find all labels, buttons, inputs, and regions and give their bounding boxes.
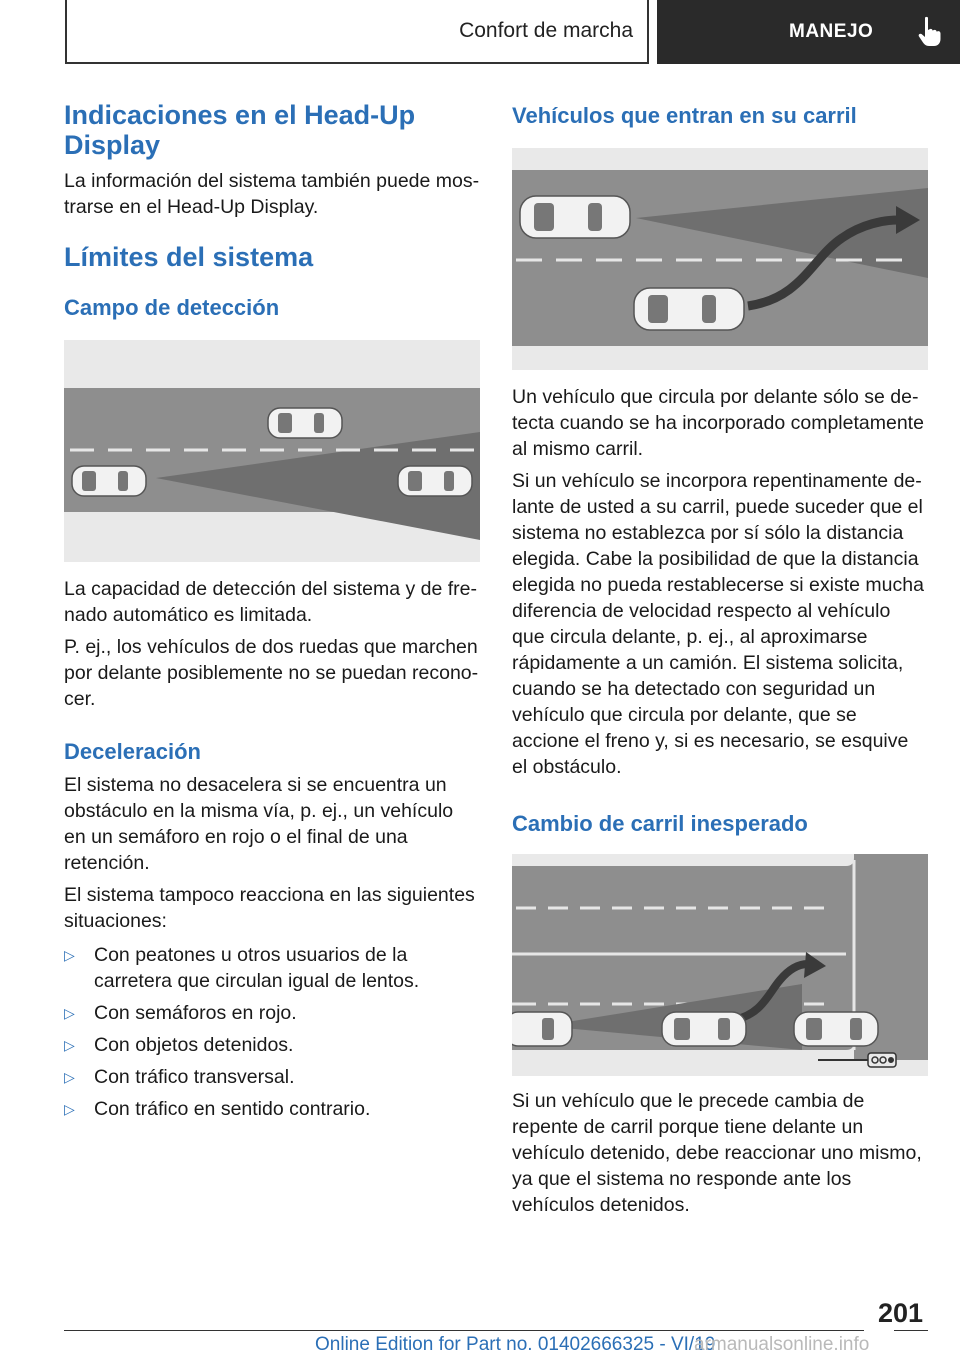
car-ahead-icon — [662, 1012, 746, 1046]
left-column — [64, 100, 480, 1128]
lane-change-heading: Cambio de carril inesperado — [512, 811, 808, 836]
triangle-bullet-icon: ▷ — [64, 1037, 75, 1053]
page-number: 201 — [878, 1298, 924, 1328]
footer-divider — [64, 1330, 864, 1331]
triangle-bullet-icon: ▷ — [64, 1101, 75, 1117]
pointing-hand-icon — [917, 16, 943, 54]
triangle-bullet-icon: ▷ — [64, 1069, 75, 1085]
own-car-icon — [72, 466, 146, 496]
detection-paragraph-2: P. ej., los vehículos de dos ruedas que marchen por delante posiblemente no se puedan reconocer. — [64, 636, 479, 710]
edition-note: Online Edition for Part no. 01402666325 - VI/19 — [315, 1334, 716, 1355]
triangle-bullet-icon: ▷ — [64, 947, 75, 963]
chapter-title: MANEJO — [789, 21, 874, 42]
lane-change-paragraph: Si un vehículo que le precede cambia de repente de carril porque tiene delante un vehículo detenido, debe reaccionar uno mismo, ya que el sistema no responde ante los vehículos detenidos. — [512, 1090, 922, 1216]
car-ahead-icon — [268, 408, 342, 438]
merging-car-icon — [634, 288, 744, 330]
entering-paragraph-2: Si un vehículo se incorpora repentinamente delante de usted a su carril, puede suceder que el sistema no establezca por sí sólo la distancia elegida. Cabe la posibilidad de que la distancia elegida no pueda restablecerse si existe mucha diferencia de velocidad respecto al vehículo que circula delante, p. ej., al aproximarse rápidamente a un camión. El sistema solicita, cuando se ha detectado con seguridad un vehículo que circula por delante, que se accione el freno y, si es necesario, se esquive el obstáculo. — [512, 470, 924, 778]
section-tab — [65, 0, 649, 64]
deceleration-heading: Deceleración — [64, 739, 201, 764]
stopped-car-icon — [794, 1012, 878, 1046]
detection-heading: Campo de detección — [64, 295, 280, 320]
own-car-icon — [520, 196, 630, 238]
entering-vehicles-heading: Vehículos que entran en su carril — [512, 103, 857, 128]
entering-paragraph-1: Un vehículo que circula por delante sólo se detecta cuando se ha incorporado completamente al mismo carril. — [512, 386, 924, 460]
car-in-lane-icon — [398, 466, 472, 496]
own-car-icon — [512, 1012, 572, 1046]
detection-paragraph-1: La capacidad de detección del sistema y de frenado automático es limitada. — [64, 578, 478, 626]
detection-field-figure — [64, 340, 480, 562]
deceleration-paragraph-2: El sistema tampoco reacciona en las siguientes situaciones: — [64, 884, 475, 932]
right-column — [512, 100, 928, 1218]
watermark: armanualsonline.info — [694, 1334, 870, 1355]
list-item: ▷ Con tráfico transversal. — [64, 1066, 295, 1088]
limits-heading: Límites del sistema — [64, 242, 314, 272]
footer-divider-right — [894, 1330, 928, 1331]
entering-vehicles-figure — [512, 148, 928, 370]
list-item: ▷ Con peatones u otros usuarios de la carretera que circulan igual de lentos. — [64, 944, 420, 992]
section-title: Confort de marcha — [459, 19, 633, 42]
list-item: ▷ Con tráfico en sentido contrario. — [64, 1098, 371, 1120]
list-item: ▷ Con semáforos en rojo. — [64, 1002, 297, 1024]
deceleration-paragraph-1: El sistema no desacelera si se encuentra un obstáculo en la misma vía, p. ej., un vehículo en un semáforo en rojo o el final de una retención. — [64, 774, 454, 874]
situations-list — [64, 942, 480, 1122]
lane-change-figure — [512, 854, 928, 1076]
triangle-bullet-icon: ▷ — [64, 1005, 75, 1021]
hud-heading: Indicaciones en el Head-Up Display — [64, 100, 416, 160]
list-item: ▷ Con objetos detenidos. — [64, 1034, 294, 1056]
hud-paragraph: La información del sistema también puede mostrarse en el Head-Up Display. — [64, 170, 480, 218]
chapter-tab — [657, 0, 960, 64]
